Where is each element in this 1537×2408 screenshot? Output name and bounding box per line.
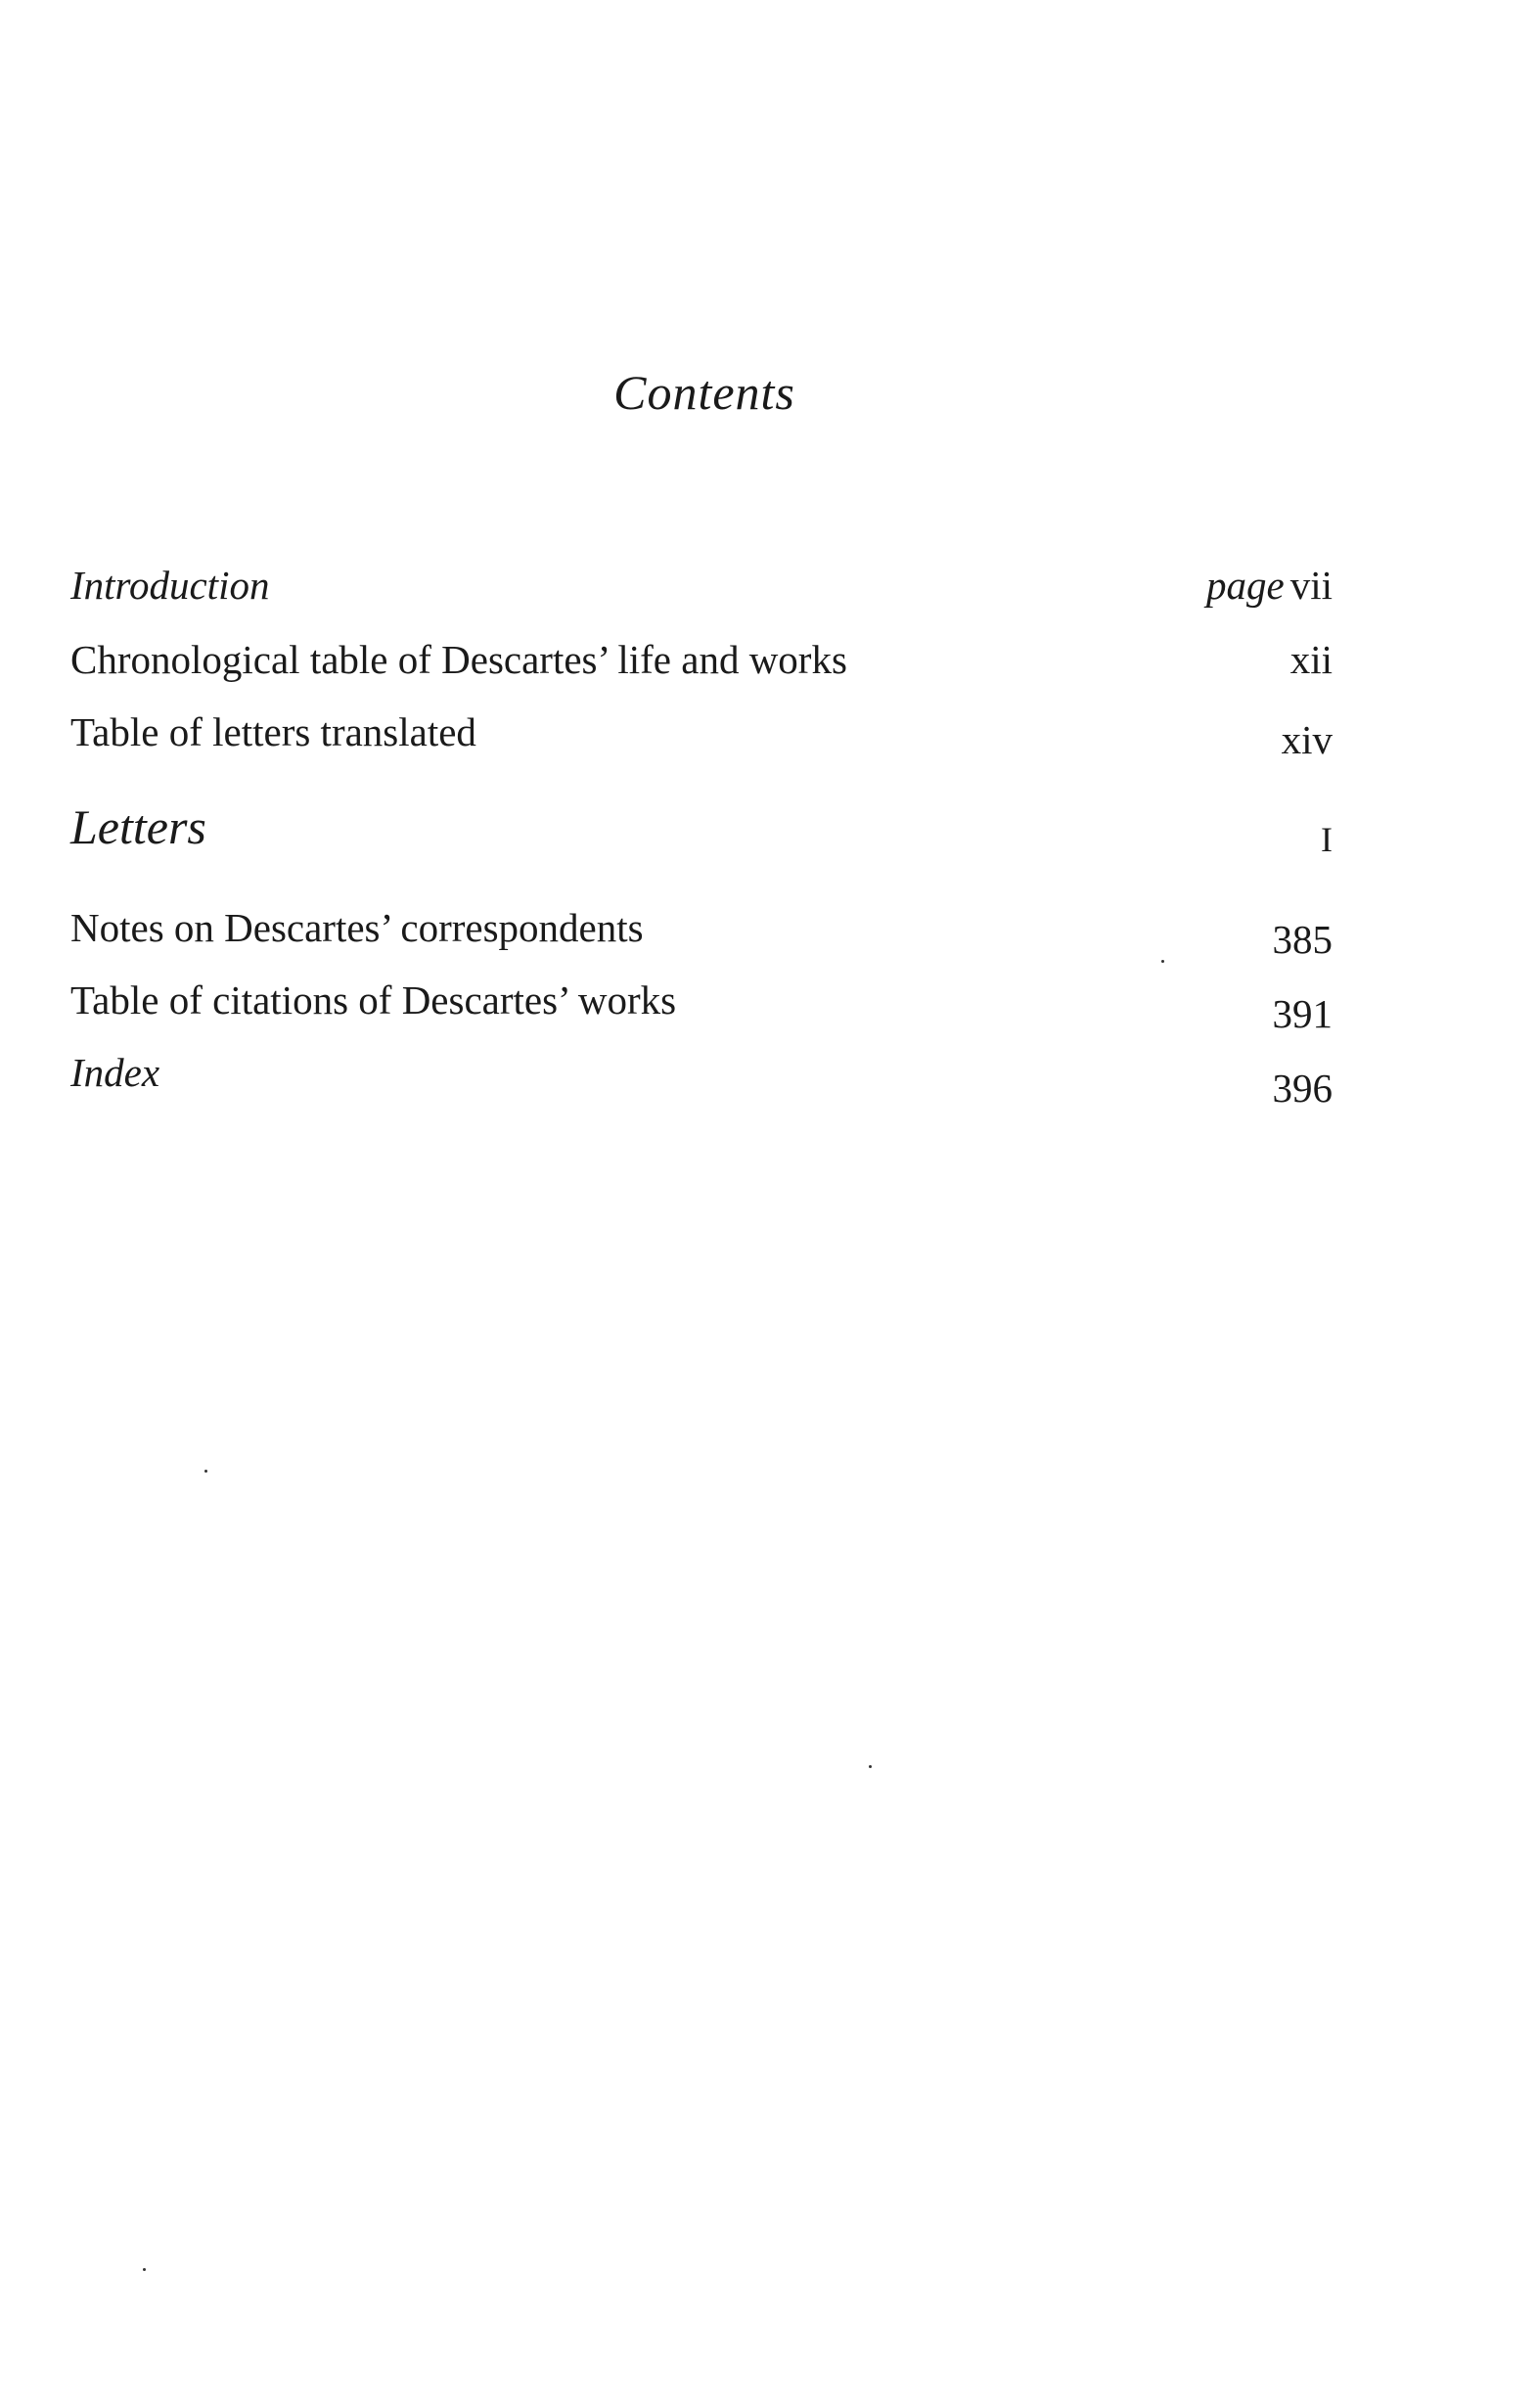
page-number: 385 <box>1272 917 1333 962</box>
toc-entry-label: Introduction <box>70 563 270 608</box>
toc-entry-label: Letters <box>70 799 206 854</box>
toc-entry-label: Index <box>70 1050 160 1095</box>
scan-speck <box>143 2268 146 2271</box>
toc-entry-label: Notes on Descartes’ correspondents <box>70 905 644 950</box>
toc-entry-label: Table of letters translated <box>70 709 476 754</box>
page-number: 396 <box>1272 1066 1333 1111</box>
page-number: vii <box>1289 563 1333 608</box>
toc-entry-label: Table of citations of Descartes’ works <box>70 977 677 1022</box>
page-number: xii <box>1289 637 1333 682</box>
page-number: I <box>1321 820 1333 859</box>
page-title: Contents <box>613 365 795 420</box>
scan-speck <box>869 1765 872 1768</box>
scan-speck <box>1161 960 1164 963</box>
page-number: xiv <box>1281 717 1333 762</box>
scan-speck <box>204 1470 207 1473</box>
page-prefix: page <box>1206 563 1285 608</box>
page-number: 391 <box>1272 991 1333 1036</box>
toc-entry-page <box>1206 563 1333 608</box>
toc-entry-label: Chronological table of Descartes’ life and works <box>70 637 847 682</box>
